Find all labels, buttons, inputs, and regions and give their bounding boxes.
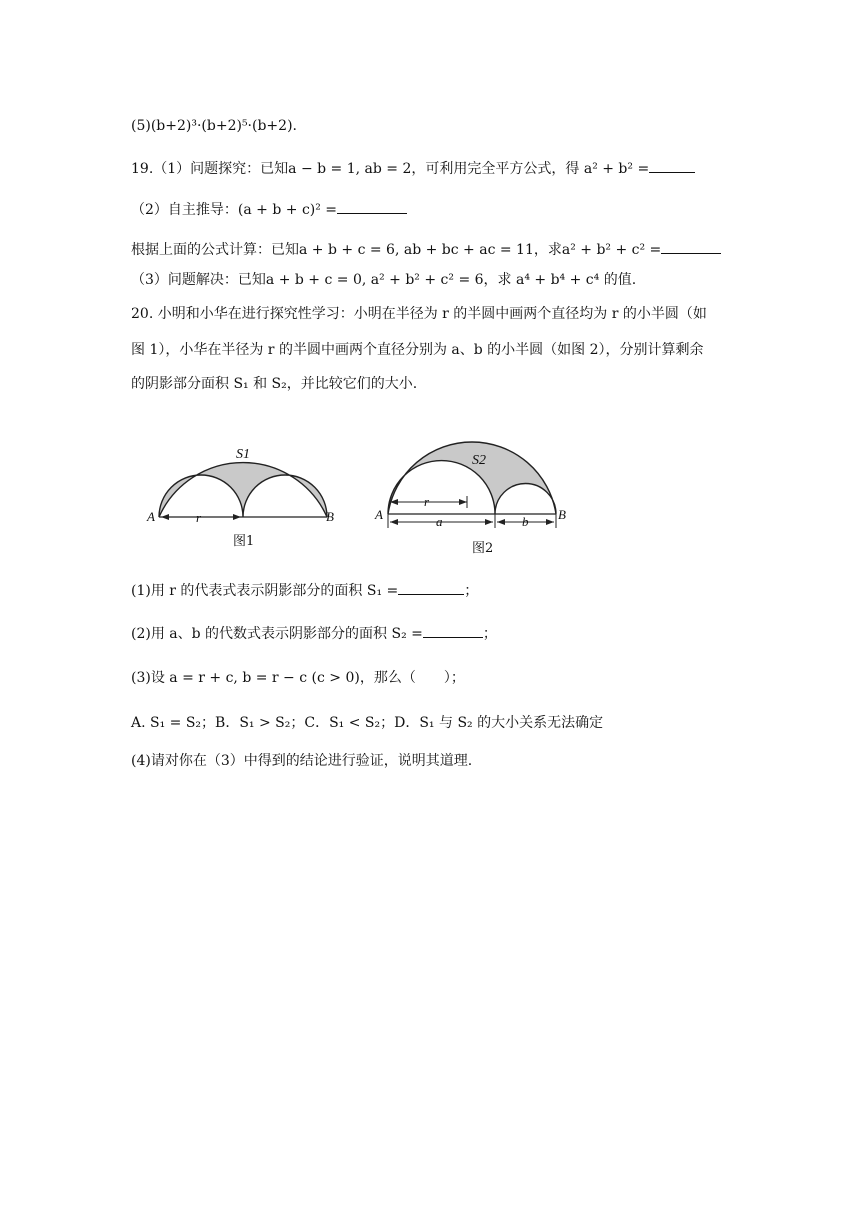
answer-blank [337,199,407,214]
fig2-point-b: B [558,507,566,522]
question-20-options: A. S₁ = S₂；B．S₁ > S₂；C．S₁ < S₂；D．S₁ 与 S₂ 的大小关系无法确定 [131,715,604,731]
answer-blank [398,580,464,595]
question-19-part-1 [131,158,695,179]
fig1-caption: 图1 [233,534,255,549]
question-18-part-5: (5)(b+2)³·(b+2)⁵·(b+2). [131,118,297,134]
fig1-region-label: S1 [236,447,250,462]
question-19-part-2-calc [131,239,721,260]
question-20-sub-3: (3)设 a = r + c, b = r − c (c > 0)，那么（ ）； [131,670,465,686]
question-20-sub-4: (4)请对你在（3）中得到的结论进行验证，说明其道理. [131,753,473,769]
fig2-region-label: S2 [472,453,486,468]
question-20-line-1: 20. 小明和小华在进行探究性学习：小明在半径为 r 的半圆中画两个直径均为 r 的小半圆（如 [131,306,707,322]
question-19-part-2-text: （2）自主推导：(a + b + c)² = [131,202,338,218]
fig2-radius-label: r [424,494,430,509]
question-20-sub-2-text: (2)用 a、b 的代数式表示阴影部分的面积 S₂ = [131,626,423,642]
fig1-radius-label: r [196,510,202,525]
question-20-sub-1-text: (1)用 r 的代表式表示阴影部分的面积 S₁ = [131,583,399,599]
question-20-sub-1-end: ； [464,583,479,599]
question-20-sub-1 [131,580,478,601]
fig2-segment-a: a [436,514,443,529]
question-20-line-3: 的阴影部分面积 S₁ 和 S₂，并比较它们的大小. [131,376,418,392]
question-20-line-2: 图 1），小华在半径为 r 的半圆中画两个直径分别为 a、b 的小半圆（如图 2），分别计算剩余 [131,342,704,358]
fig2-segment-b: b [522,514,529,529]
answer-blank [661,239,721,254]
answer-blank [649,158,695,173]
fig2-point-a: A [375,507,383,522]
question-19-part-3: （3）问题解决：已知a + b + c = 0, a² + b² + c² = 6，求 a⁴ + b⁴ + c⁴ 的值. [131,272,637,288]
fig1-point-b: B [326,509,334,524]
fig2-caption: 图2 [472,541,494,554]
question-19-part-2-calc-text: 根据上面的公式计算：已知a + b + c = 6, ab + bc + ac = 11，求a² + b² + c² = [131,242,662,258]
question-20-sub-2-end: ； [482,626,497,642]
fig1-point-a: A [147,509,155,524]
question-20-sub-2 [131,623,497,644]
question-19-part-2 [131,199,407,220]
figure-2 [370,404,580,554]
answer-blank [423,623,483,638]
question-19-part-1-text: 19.（1）问题探究：已知a − b = 1, ab = 2，可利用完全平方公式，得 a² + b² = [131,161,650,177]
figure-1 [144,412,344,552]
